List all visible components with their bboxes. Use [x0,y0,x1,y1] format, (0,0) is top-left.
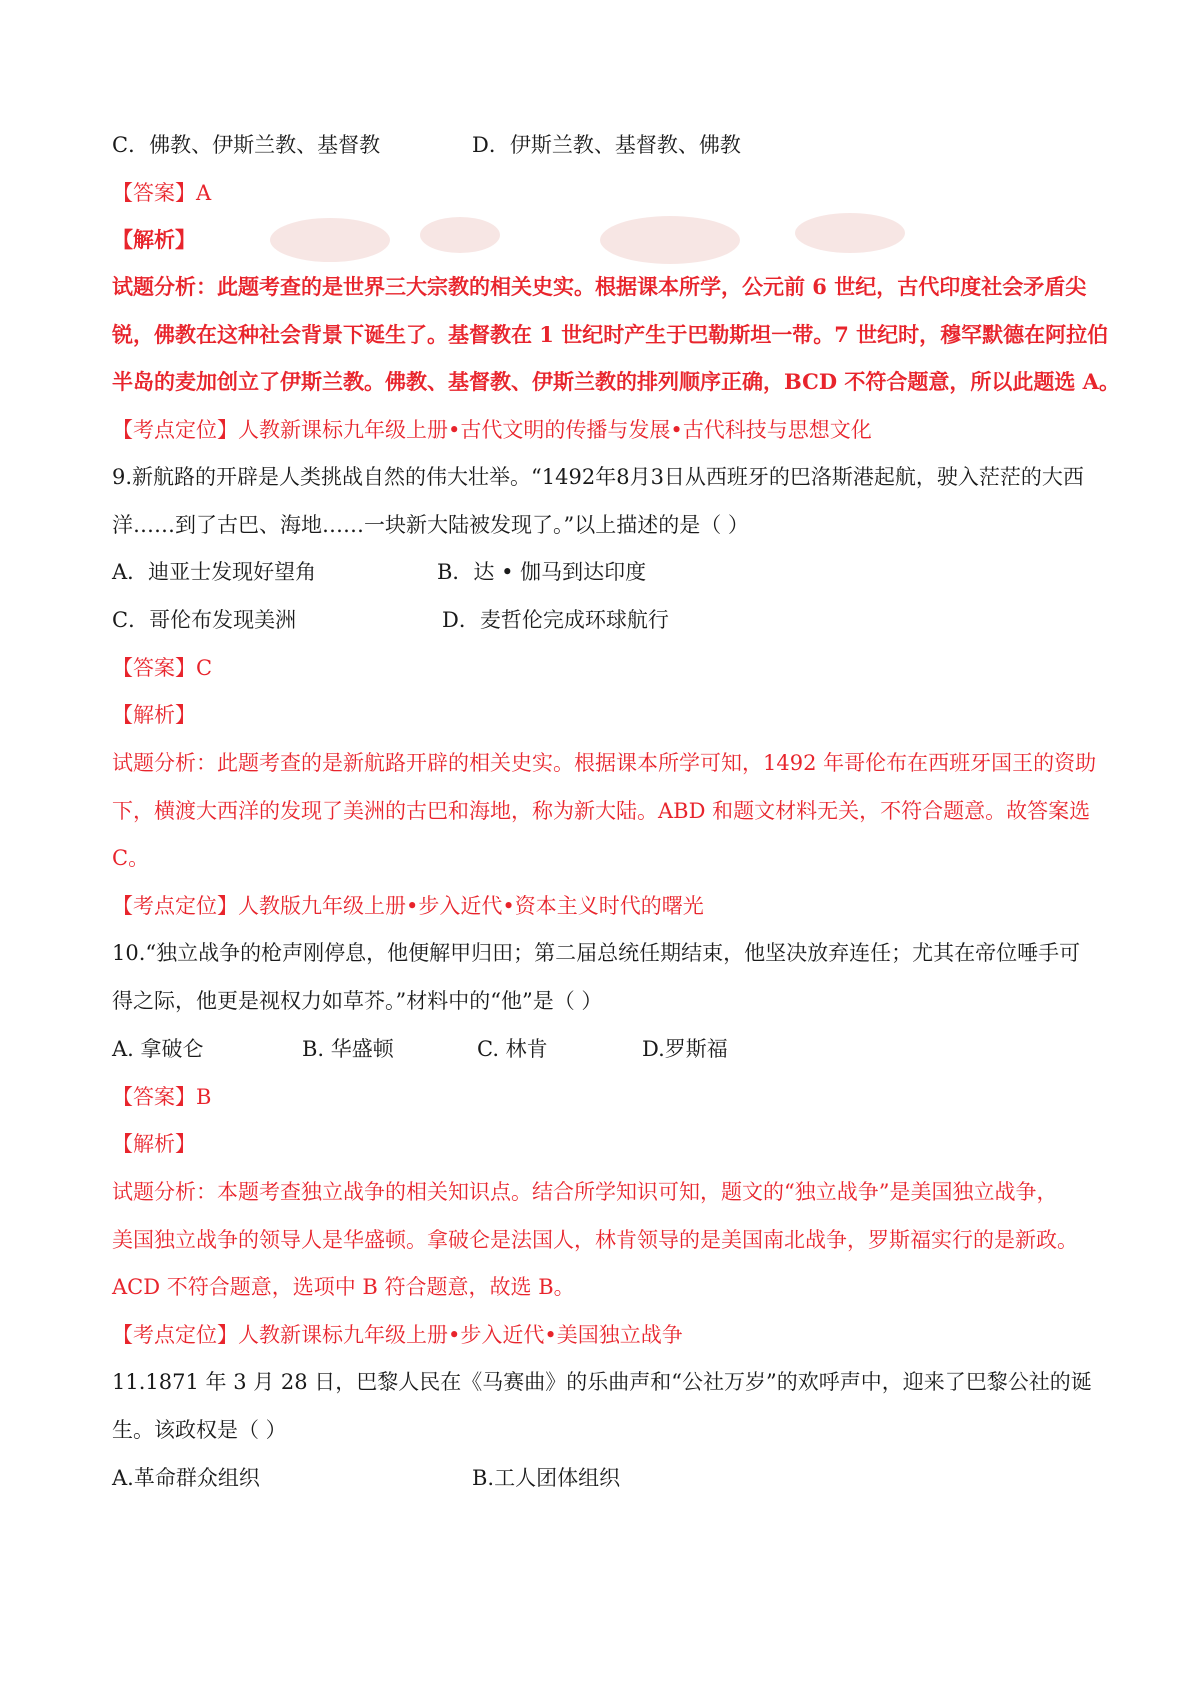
q10-option-d: D.罗斯福 [642,1037,728,1061]
q11-option-a: A.革命群众组织 [112,1466,260,1490]
q10-analysis-line-3: ACD 不符合题意，选项中 B 符合题意，故选 B。 [112,1275,575,1299]
q8-analysis-heading: 【解析】 [112,227,196,252]
q8-answer: 【答案】A [112,181,212,205]
q9-analysis-heading: 【解析】 [112,703,196,727]
q9-exam-point: 【考点定位】人教版九年级上册•步入近代•资本主义时代的曙光 [112,894,704,918]
q11-stem-line-1: 11.1871 年 3 月 28 日，巴黎人民在《马赛曲》的乐曲声和“公社万岁”的欢呼声中，迎来了巴黎公社的诞 [112,1370,1092,1394]
q10-stem-line-2: 得之际，他更是视权力如草芥。”材料中的“他”是（ ） [112,989,603,1013]
q9-option-b: B．达 • 伽马到达印度 [437,560,647,584]
q11-stem-line-2: 生。该政权是（ ） [112,1418,287,1442]
q10-answer: 【答案】B [112,1085,212,1109]
q11-option-b: B.工人团体组织 [472,1466,621,1490]
q8-option-c: C．佛教、伊斯兰教、基督教 [112,133,381,157]
watermark-pattern [250,205,970,275]
q10-option-b: B. 华盛顿 [302,1037,394,1061]
q10-analysis-heading: 【解析】 [112,1132,196,1156]
q9-stem-line-2: 洋……到了古巴、海地……一块新大陆被发现了。”以上描述的是（ ） [112,513,749,537]
q9-analysis-line-2: 下，横渡大西洋的发现了美洲的古巴和海地，称为新大陆。ABD 和题文材料无关，不符合题意。故答案选 [112,799,1091,823]
q9-option-a: A．迪亚士发现好望角 [112,560,317,584]
q10-stem-line-1: 10.“独立战争的枪声刚停息，他便解甲归田；第二届总统任期结束，他坚决放弃连任；尤其在帝位唾手可 [112,941,1081,965]
q9-option-d: D．麦哲伦完成环球航行 [442,608,669,632]
q9-option-c: C．哥伦布发现美洲 [112,608,297,632]
q8-exam-point: 【考点定位】人教新课标九年级上册•古代文明的传播与发展•古代科技与思想文化 [112,418,872,442]
q9-analysis-line-1: 试题分析：此题考查的是新航路开辟的相关史实。根据课本所学可知，1492 年哥伦布在西班牙国王的资助 [112,751,1097,775]
q10-option-c: C. 林肯 [477,1037,548,1061]
q10-option-a: A. 拿破仑 [112,1037,204,1061]
q10-exam-point: 【考点定位】人教新课标九年级上册•步入近代•美国独立战争 [112,1323,683,1347]
q8-analysis-line-2: 锐，佛教在这种社会背景下诞生了。基督教在 1 世纪时产生于巴勒斯坦一带。7 世纪时，穆罕默德在阿拉伯 [112,322,1109,347]
q9-answer: 【答案】C [112,656,213,680]
q10-analysis-line-1: 试题分析：本题考查独立战争的相关知识点。结合所学知识可知，题文的“独立战争”是美国独立战争， [112,1180,1058,1204]
q8-analysis-line-3: 半岛的麦加创立了伊斯兰教。佛教、基督教、伊斯兰教的排列顺序正确，BCD 不符合题意，所以此题选 A。 [112,369,1120,394]
q9-analysis-line-3: C。 [112,846,150,870]
q9-stem-line-1: 9.新航路的开辟是人类挑战自然的伟大壮举。“1492年8月3日从西班牙的巴洛斯港起航，驶入茫茫的大西 [112,465,1084,489]
q10-analysis-line-2: 美国独立战争的领导人是华盛顿。拿破仑是法国人，林肯领导的是美国南北战争，罗斯福实行的是新政。 [112,1228,1078,1252]
q8-option-d: D．伊斯兰教、基督教、佛教 [472,133,741,157]
q8-analysis-line-1: 试题分析：此题考查的是世界三大宗教的相关史实。根据课本所学，公元前 6 世纪，古代印度社会矛盾尖 [112,274,1087,299]
